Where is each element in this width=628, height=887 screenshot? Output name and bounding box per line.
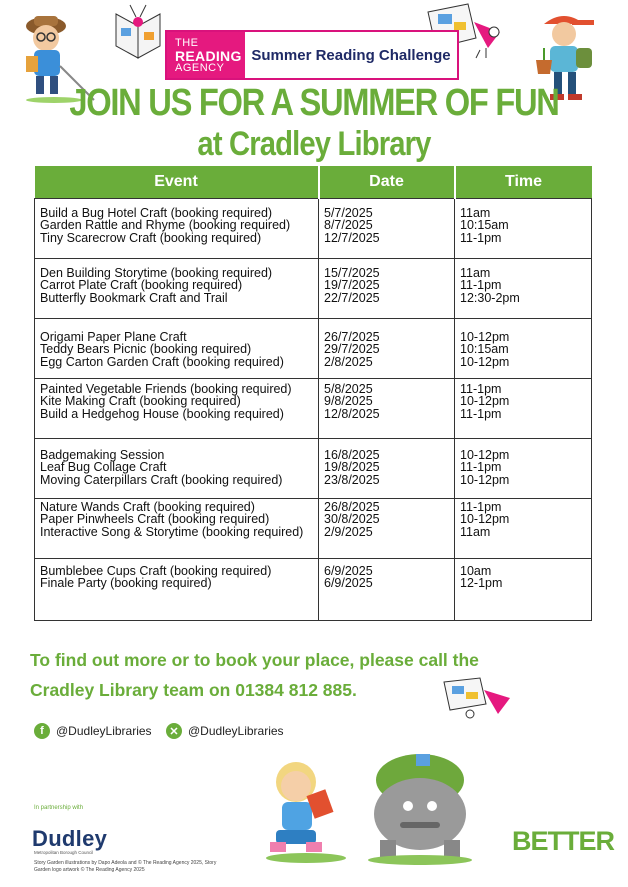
date-line: 8/7/2025	[324, 218, 373, 232]
event-line: Bumblebee Cups Craft (booking required)	[40, 563, 272, 578]
paper-plane-bug-illustration	[440, 676, 520, 720]
date-cell	[319, 318, 455, 378]
subheadline: at Cradley Library	[197, 125, 431, 163]
x-icon: ✕	[166, 723, 182, 739]
illustration-credit	[34, 860, 274, 874]
date-line: 5/8/2025	[324, 381, 373, 396]
event-cell	[35, 378, 319, 438]
logo-line-agency: AGENCY	[175, 62, 225, 74]
event-line: Build a Hedgehog House (booking required)	[40, 406, 284, 421]
header-date: Date	[319, 166, 455, 198]
time-cell	[455, 558, 592, 620]
events-table	[34, 166, 592, 621]
time-line: 11am	[460, 205, 491, 220]
event-line: Badgemaking Session	[40, 447, 165, 462]
flying-book-bug-illustration	[112, 2, 168, 64]
time-line: 10:15am	[460, 218, 509, 232]
table-row	[35, 318, 592, 378]
table-row	[35, 198, 592, 258]
time-line: 11am	[460, 265, 491, 280]
event-cell	[35, 558, 319, 620]
date-line: 26/7/2025	[324, 329, 380, 344]
logo-line-reading: READING	[175, 48, 242, 64]
time-cell	[455, 258, 592, 318]
date-line: 6/9/2025	[324, 563, 373, 578]
time-line: 12-1pm	[460, 576, 503, 590]
event-line: Finale Party (booking required)	[40, 576, 212, 590]
event-line: Painted Vegetable Friends (booking required)	[40, 381, 292, 396]
time-line: 10am	[460, 563, 492, 578]
event-line: Leaf Bug Collage Craft	[40, 460, 167, 474]
date-cell	[319, 378, 455, 438]
dudley-council-label: Metropolitan Borough Council	[34, 850, 94, 855]
reading-agency-wordmark	[167, 32, 245, 78]
date-line: 12/8/2025	[324, 406, 380, 421]
date-line: 22/7/2025	[324, 290, 380, 305]
event-line: Butterfly Bookmark Craft and Trail	[40, 290, 228, 305]
time-line: 10-12pm	[460, 354, 510, 369]
date-line: 16/8/2025	[324, 447, 380, 462]
event-cell	[35, 258, 319, 318]
time-line: 10-12pm	[460, 329, 510, 344]
time-line: 10:15am	[460, 342, 509, 356]
date-cell	[319, 258, 455, 318]
event-line: Kite Making Craft (booking required)	[40, 394, 241, 408]
event-line: Carrot Plate Craft (booking required)	[40, 278, 243, 292]
date-line: 23/8/2025	[324, 472, 380, 487]
time-cell	[455, 198, 592, 258]
date-line: 19/8/2025	[324, 460, 380, 474]
table-row	[35, 378, 592, 438]
date-cell	[319, 198, 455, 258]
time-line: 10-12pm	[460, 447, 510, 462]
date-line: 19/7/2025	[324, 278, 380, 292]
event-line: Egg Carton Garden Craft (booking required)	[40, 354, 284, 369]
credit-line-1: Story Garden illustrations by Dapo Adeola and © The Reading Agency 2025, Story	[34, 860, 217, 866]
date-line: 30/8/2025	[324, 512, 380, 526]
time-cell	[455, 438, 592, 498]
event-line: Nature Wands Craft (booking required)	[40, 499, 255, 514]
facebook-handle: @DudleyLibraries	[56, 724, 152, 738]
time-line: 10-12pm	[460, 394, 510, 408]
booking-info-line-2: Cradley Library team on 01384 812 885.	[30, 680, 357, 700]
table-row	[35, 498, 592, 558]
rock-creature-illustration	[360, 740, 480, 866]
event-line: Tiny Scarecrow Craft (booking required)	[40, 230, 262, 245]
x-link[interactable]	[166, 723, 284, 739]
reading-child-illustration	[262, 756, 358, 866]
time-line: 10-12pm	[460, 472, 510, 487]
dudley-logo: Dudley	[32, 826, 108, 851]
time-line: 11am	[460, 524, 491, 539]
better-logo: BETTER	[512, 826, 614, 856]
date-line: 2/8/2025	[324, 354, 373, 369]
table-header-row	[35, 166, 592, 198]
summer-reading-challenge-label: Summer Reading Challenge	[251, 46, 451, 64]
table-row	[35, 258, 592, 318]
event-line: Paper Pinwheels Craft (booking required)	[40, 512, 270, 526]
time-line: 11-1pm	[460, 230, 502, 245]
event-line: Den Building Storytime (booking required)	[40, 265, 273, 280]
headline: JOIN US FOR A SUMMER OF FUN	[69, 82, 559, 124]
event-line: Garden Rattle and Rhyme (booking required)	[40, 218, 291, 232]
date-line: 12/7/2025	[324, 230, 380, 245]
event-cell	[35, 438, 319, 498]
time-line: 11-1pm	[460, 381, 502, 396]
date-line: 5/7/2025	[324, 205, 373, 220]
time-line: 11-1pm	[460, 406, 502, 421]
time-line: 11-1pm	[460, 499, 502, 514]
reading-agency-logo	[165, 30, 459, 80]
time-line: 11-1pm	[460, 278, 502, 292]
date-line: 29/7/2025	[324, 342, 380, 356]
credit-line-2: Garden logo artwork © The Reading Agency 2025	[34, 867, 145, 873]
table-row	[35, 438, 592, 498]
time-line: 10-12pm	[460, 512, 510, 526]
event-cell	[35, 198, 319, 258]
event-cell	[35, 318, 319, 378]
event-line: Build a Bug Hotel Craft (booking required)	[40, 205, 273, 220]
table-row	[35, 558, 592, 620]
facebook-icon: f	[34, 723, 50, 739]
time-cell	[455, 378, 592, 438]
time-cell	[455, 318, 592, 378]
facebook-link[interactable]	[34, 723, 152, 739]
date-line: 9/8/2025	[324, 394, 373, 408]
event-line: Origami Paper Plane Craft	[40, 329, 187, 344]
event-line: Interactive Song & Storytime (booking required)	[40, 524, 304, 539]
date-line: 2/9/2025	[324, 524, 373, 539]
booking-info-line-1: To find out more or to book your place, please call the	[30, 650, 479, 670]
event-line: Teddy Bears Picnic (booking required)	[40, 342, 252, 356]
event-cell	[35, 498, 319, 558]
date-cell	[319, 438, 455, 498]
partnership-label: In partnership with	[34, 805, 84, 811]
date-cell	[319, 558, 455, 620]
date-line: 15/7/2025	[324, 265, 380, 280]
logo-line-the: THE	[175, 37, 199, 49]
time-line: 12:30-2pm	[460, 290, 520, 305]
header-event: Event	[35, 166, 319, 198]
header-time: Time	[455, 166, 592, 198]
date-line: 6/9/2025	[324, 576, 373, 590]
time-line: 11-1pm	[460, 460, 502, 474]
event-line: Moving Caterpillars Craft (booking required)	[40, 472, 283, 487]
x-handle: @DudleyLibraries	[188, 724, 284, 738]
time-cell	[455, 498, 592, 558]
date-line: 26/8/2025	[324, 499, 380, 514]
date-cell	[319, 498, 455, 558]
